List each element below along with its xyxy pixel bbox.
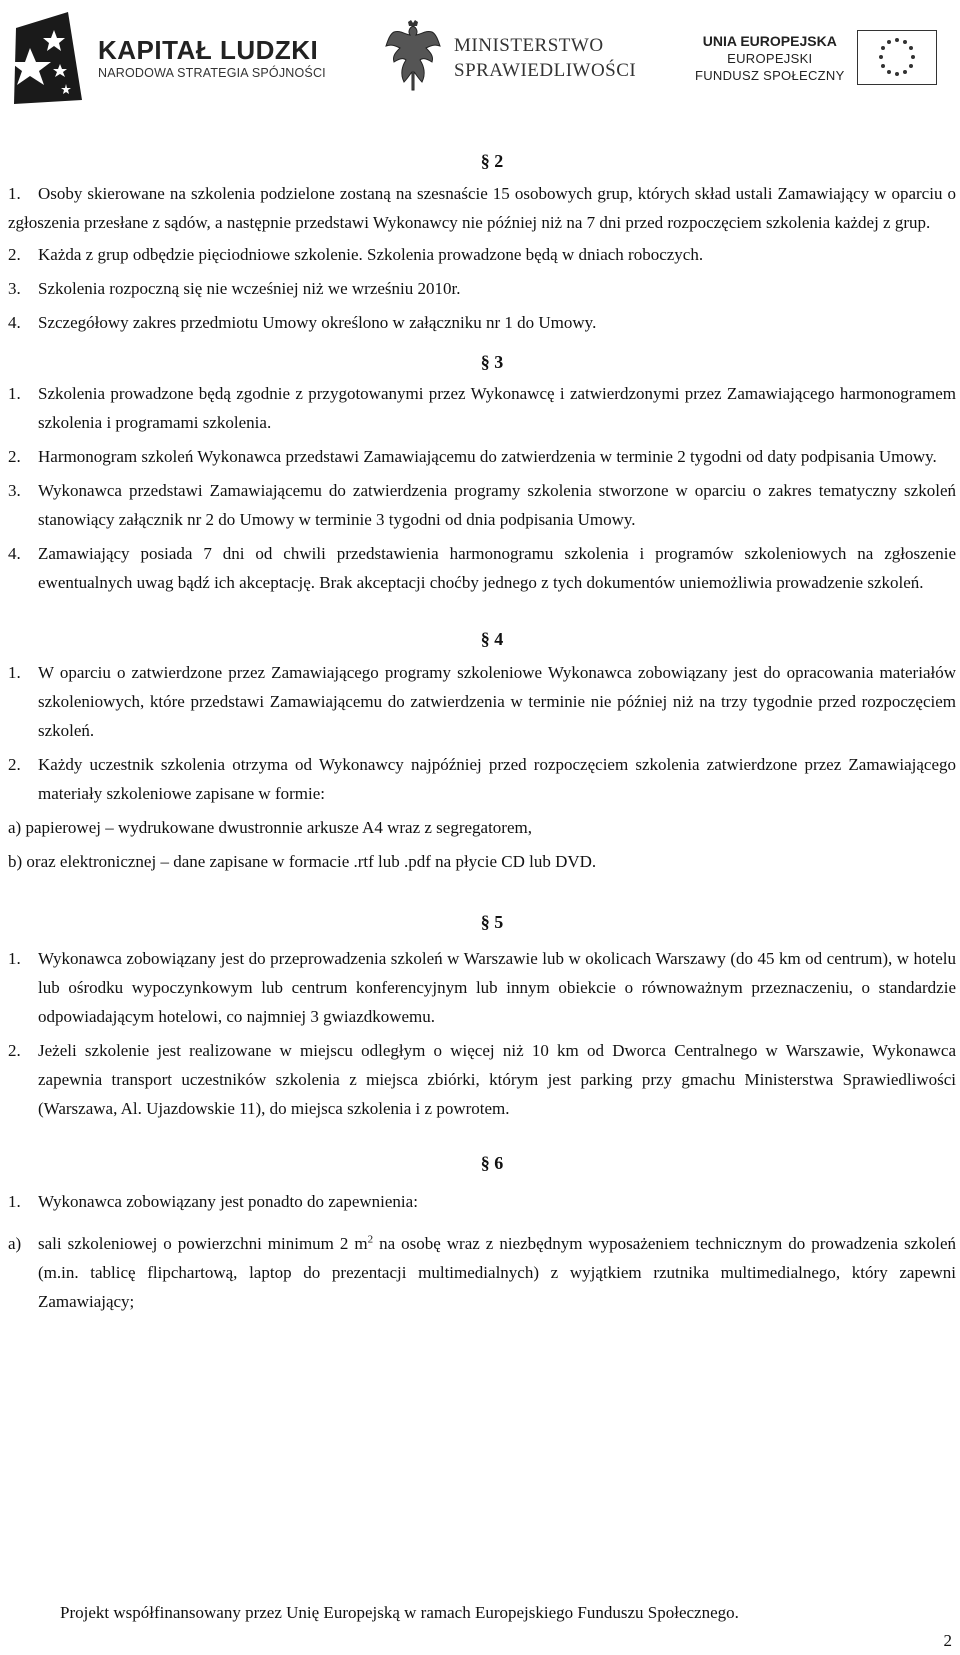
item-number: 4. [8,313,21,332]
list-item [8,240,956,269]
item-text: Szkolenia rozpoczną się nie wcześniej niż we wrześniu 2010r. [38,279,461,298]
section-heading-6: § 6 [480,1153,504,1173]
paragraph [8,179,956,237]
item-text: Jeżeli szkolenie jest realizowane w miejscu odległym o więcej niż 10 km od Dworca Centralnego w Warszawie, Wykonawca zapewnia transport uczestników szkolenia z miejsca zbiórki, którym jest parking przy gmachu Ministerstwa Sprawiedliwości (Warszawa, Al. Ujazdowskie 11), do miejsca szkolenia i z powrotem. [38,1041,956,1118]
list-item [8,750,956,808]
ministerstwo-logo [382,5,642,110]
section-heading-5: § 5 [480,912,504,932]
item-text: Wykonawca zobowiązany jest ponadto do zapewnienia: [38,1192,418,1211]
section-heading-2: § 2 [480,151,504,171]
list-item [8,379,956,437]
polish-eagle-icon [382,20,444,96]
item-number: 3. [8,481,21,500]
kapital-ludzki-logo [8,5,338,110]
list-item [8,308,956,337]
page-number: 2 [943,1631,952,1650]
ue-line1: UNIA EUROPEJSKA [702,32,837,49]
item-number: 2. [8,755,21,774]
item-text: W oparciu o zatwierdzone przez Zamawiającego programy szkoleniowe Wykonawca zobowiązany jest do opracowania materiałów szkoleniowych, które przedstawi Zamawiającemu do zatwierdzenia w terminie nie później niż na trzy tygodnie przed rozpoczęciem szkoleń. [38,663,956,740]
item-text: Każda z grup odbędzie pięciodniowe szkolenie. Szkolenia prowadzone będą w dniach roboczych. [38,245,704,264]
section-heading-4: § 4 [480,629,504,649]
item-number: 2. [8,1041,21,1060]
sub-item-text: sali szkoleniowej o powierzchni minimum 2 m [38,1234,368,1253]
item-text: Wykonawca zobowiązany jest do przeprowadzenia szkoleń w Warszawie lub w okolicach Warszawy (do 45 km od centrum), w hotelu lub ośrodku wypoczynkowym lub centrum konferencyjnym lub innym obiekcie o równoważnym przeznaczeniu, o standardzie odpowiadającym hotelowi, co najmniej 3 gwiazdkowemu. [38,949,956,1026]
eu-flag-icon [857,30,937,85]
item-number: 4. [8,544,21,563]
item-text: Każdy uczestnik szkolenia otrzyma od Wykonawcy najpóźniej przed rozpoczęciem szkolenia zatwierdzone przez Zamawiającego materiały szkoleniowe zapisane w formie: [38,755,956,803]
item-number: 2. [8,245,21,264]
item-text: Zamawiający posiada 7 dni od chwili przedstawienia harmonogramu szkolenia i programów szkoleniowych na zgłoszenie ewentualnych uwag bądź ich akceptację. Brak akceptacji choćby jednego z tych dokumentów uniemożliwia prowadzenie szkoleń. [38,544,956,592]
sub-item-a [8,1229,956,1316]
sub-item-a: a) papierowej – wydrukowane dwustronnie arkusze A4 wraz z segregatorem, [8,818,532,837]
kapital-ludzki-title: KAPITAŁ LUDZKI [98,34,319,65]
list-item [8,944,956,1031]
item-text: Wykonawca przedstawi Zamawiającemu do zatwierdzenia programy szkolenia stworzone w oparciu o zakres tematyczny szkoleń stanowiący załącznik nr 2 do Umowy w terminie 3 tygodni od dnia podpisania Umowy. [38,481,956,529]
item-number: 3. [8,279,21,298]
document-body [8,145,956,1316]
list-item [8,274,956,303]
item-text: Osoby skierowane na szkolenia podzielone zostaną na szesnaście 15 osobowych grup, których skład ustali Zamawiający w oparciu o zgłoszenia przesłane z sądów, a następnie przedstawi Wykonawcy nie później niż na 7 dni przed rozpoczęciem szkolenia każdej z grup. [8,184,956,232]
section-heading-3: § 3 [480,352,504,372]
ministerstwo-line1: MINISTERSTWO [454,34,604,56]
list-item [8,1036,956,1123]
sub-item-b: b) oraz elektronicznej – dane zapisane w formacie .rtf lub .pdf na płycie CD lub DVD. [8,852,597,871]
superscript: 2 [367,1233,374,1246]
list-item [8,476,956,534]
item-text: Szkolenia prowadzone będą zgodnie z przygotowanymi przez Wykonawcę i zatwierdzonymi przez Zamawiającego harmonogramem szkolenia i programami szkolenia. [38,384,956,432]
item-number: 1. [8,1192,21,1211]
item-text: Szczegółowy zakres przedmiotu Umowy określono w załączniku nr 1 do Umowy. [38,313,597,332]
kapital-ludzki-emblem-icon [8,8,88,108]
item-number: 1. [8,384,21,403]
ministerstwo-line2: SPRAWIEDLIWOŚCI [454,59,637,81]
sub-item-label: a) [8,1234,22,1253]
item-number: 2. [8,447,21,466]
footer-text: Projekt współfinansowany przez Unię Europejską w ramach Europejskiego Funduszu Społecznego. [60,1603,739,1622]
sub-item-text-cont: na osobę wraz z niezbędnym wyposażeniem technicznym do prowadzenia szkoleń (m.in. tablicę flipchartową, laptop do prezentacji multimedialnych) z wyjątkiem rzutnika multimedialnego, który zapewni Zamawiający; [38,1234,956,1311]
ue-line2: EUROPEJSKI [727,50,813,66]
list-item [8,442,956,471]
list-item [8,658,956,745]
item-number: 1. [8,663,21,682]
kapital-ludzki-subtitle: NARODOWA STRATEGIA SPÓJNOŚCI [98,65,326,80]
unia-europejska-logo [695,5,955,110]
item-number: 1. [8,184,21,203]
item-text: Harmonogram szkoleń Wykonawca przedstawi Zamawiającemu do zatwierdzenia w terminie 2 tygodni od daty podpisania Umowy. [38,447,937,466]
ue-line3: FUNDUSZ SPOŁECZNY [695,67,845,83]
list-item [8,539,956,597]
list-item [8,1187,956,1216]
item-number: 1. [8,949,21,968]
header-logos [0,0,960,115]
